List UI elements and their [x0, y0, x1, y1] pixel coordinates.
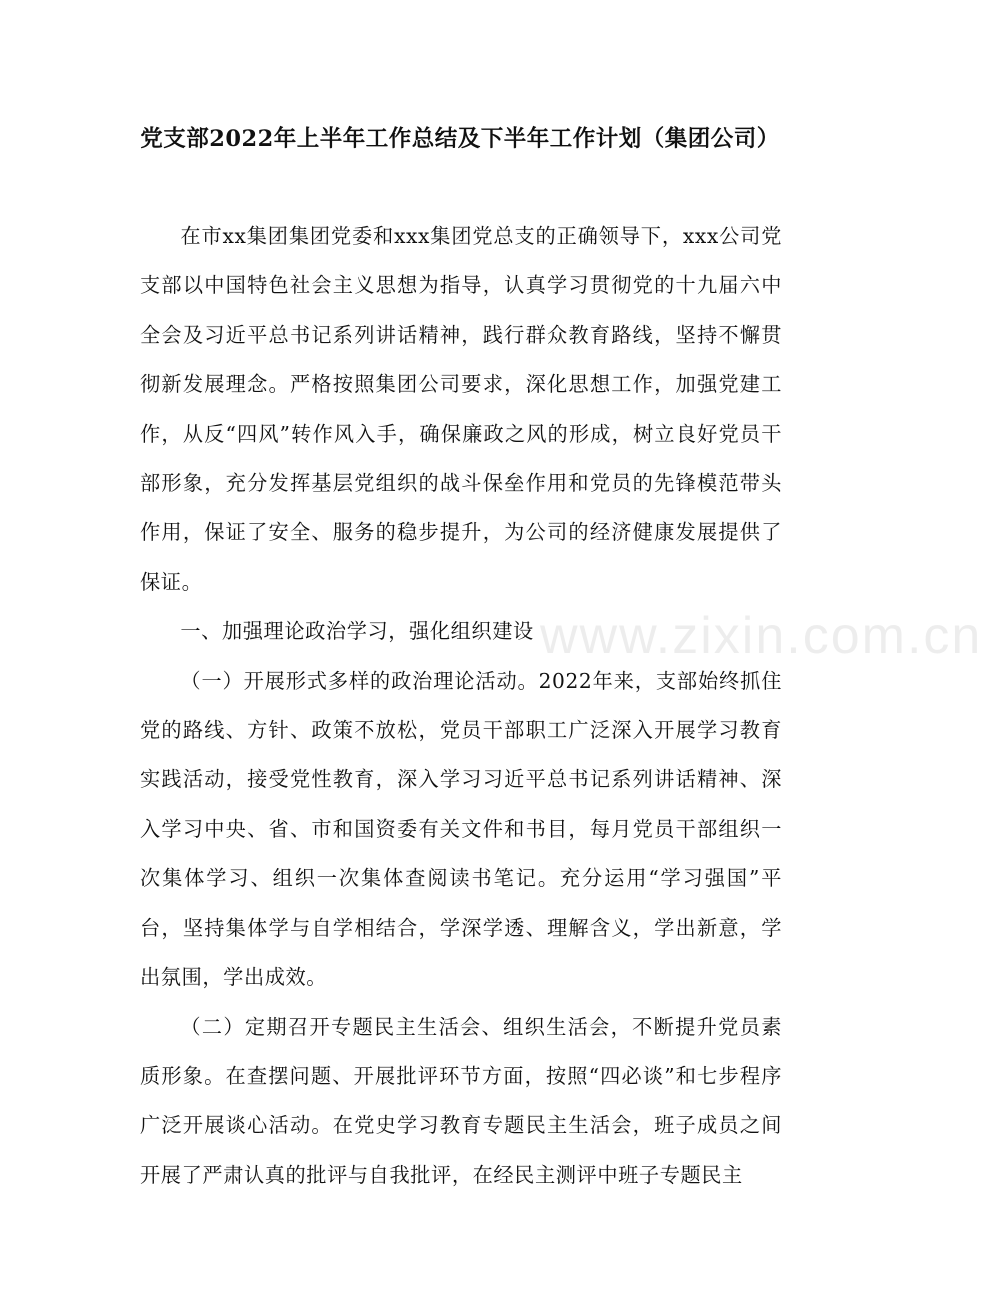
- paragraph-item-1: （一）开展形式多样的政治理论活动。2022年来，支部始终抓住党的路线、方针、政策不放松，党员干部职工广泛深入开展学习教育实践活动，接受党性教育，深入学习习近平总书记系列讲话精神、深入学习中央、省、市和国资委有关文件和书目，每月党员干部组织一次集体学习、组织一次集体查阅读书笔记。充分运用“学习强国”平台，坚持集体学与自学相结合，学深学透、理解含义，学出新意，学出氛围，学出成效。: [140, 668, 782, 990]
- watermark-text: www.zixin.com.cn: [540, 607, 982, 665]
- document-body: [140, 212, 782, 1200]
- paragraph-item-2: （二）定期召开专题民主生活会、组织生活会，不断提升党员素质形象。在查摆问题、开展批评环节方面，按照“四必谈”和七步程序广泛开展谈心活动。在党史学习教育专题民主生活会，班子成员之间开展了严肃认真的批评与自我批评，在经民主测评中班子专题民主: [140, 1014, 782, 1187]
- document-title: 党支部2022年上半年工作总结及下半年工作计划（集团公司）: [140, 126, 780, 152]
- section-heading-1: 一、加强理论政治学习，强化组织建设: [180, 619, 534, 644]
- paragraph-intro: 在市xx集团集团党委和xxx集团党总支的正确领导下，xxx公司党支部以中国特色社会主义思想为指导，认真学习贯彻党的十九届六中全会及习近平总书记系列讲话精神，践行群众教育路线，坚持不懈贯彻新发展理念。严格按照集团公司要求，深化思想工作，加强党建工作，从反“四风”转作风入手，确保廉政之风的形成，树立良好党员干部形象，充分发挥基层党组织的战斗保垒作用和党员的先锋模范带头作用，保证了安全、服务的稳步提升，为公司的经济健康发展提供了保证。: [140, 224, 782, 594]
